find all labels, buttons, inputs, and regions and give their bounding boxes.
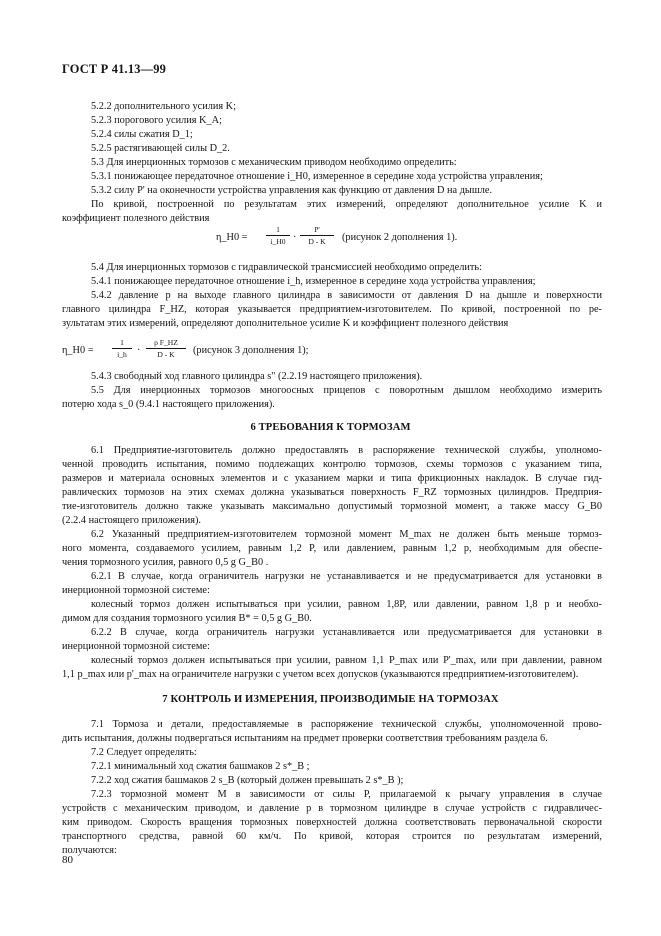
formula-dot: · [293,232,297,243]
text-line: коэффициент полезного действия [62,213,210,224]
text-line: 1,1 p_max или p'_max на ограничителе нагрузки с учетом всех допусков (указываются предприятием-изготовителем). [62,669,579,680]
text-line: получаются: [62,845,117,856]
text-line: 7.2.3 тормозной момент M в зависимости от силы P, прилагаемой к рычагу управления в случае [91,789,602,800]
text-line: равлических тормозов на этих схемах должна указываться поверхность F_RZ тормозных цилиндров. Предприя- [62,487,602,498]
formula-fraction [146,338,186,359]
text-line: инерционной тормозной системе: [62,641,210,652]
text-line: 5.2.5 растягивающей силы D_2. [91,143,230,154]
text-line: По кривой, построенной по результатам этих измерений, определяют дополнительное усилие K и [91,199,602,210]
text-line: размеров и материала основных элементов и с указанием марки и типа фрикционных накладок. В случае гид- [62,473,602,484]
fraction-numerator: 1 [266,225,290,236]
formula-lhs: η_H0 = [216,232,248,243]
text-line: 5.4.2 давление p на выходе главного цилиндра в зависимости от давления D на дышле и поверхности [91,290,602,301]
page-number: 80 [62,854,73,866]
text-line: 5.3.2 силу P' на оконечности устройства управления как функцию от давления D на дышле. [91,185,493,196]
fraction-denominator: D - K [308,237,326,246]
formula-fraction [300,225,334,246]
text-line: 7.1 Тормоза и детали, предоставляемые в распоряжение технической службы, уполномоченной прово- [91,719,602,730]
text-line: колесный тормоз должен испытываться при усилии, равном 1,1 P_max или P'_max, или при давлении, равном [91,655,602,666]
text-line: 6.2.2 В случае, когда ограничитель нагрузки устанавливается или предусматривается для установки в [91,627,602,638]
page-header: ГОСТ Р 41.13—99 [62,62,167,76]
formula-lhs: η_H0 = [62,345,94,356]
fraction-denominator: D - K [157,350,175,359]
text-line: 5.3 Для инерционных тормозов с механическим приводом необходимо определить: [91,157,457,168]
text-line: ким приводом. Скорость вращения тормозных поверхностей должна соответствовать первоначальной скорости [62,817,602,828]
formula-fraction [112,338,132,359]
text-line: 7.2 Следует определять: [91,747,197,758]
text-line: 5.3.1 понижающее передаточное отношение i_H0, измеренное в середине хода устройства управления; [91,171,543,182]
text-line: 6.2 Указанный предприятием-изготовителем тормозной момент M_max не должен быть меньше тормоз- [91,529,602,540]
text-line: 6.2.1 В случае, когда ограничитель нагрузки не устанавливается и не предусматривается для установки в [91,571,602,582]
fraction-denominator: i_H0 [270,237,286,246]
fraction-numerator: 1 [112,338,132,349]
formula-dot: · [137,345,141,356]
text-line: 5.4.1 понижающее передаточное отношение i_h, измеренное в середине хода устройства управления; [91,276,536,287]
text-line: устройств с механическим приводом, и давление p в тормозном цилиндре в случае устройств с гидравличес- [62,803,602,814]
section-heading-7: 7 КОНТРОЛЬ И ИЗМЕРЕНИЯ, ПРОИЗВОДИМЫЕ НА ТОРМОЗАХ [162,694,499,705]
text-line: 5.5 Для инерционных тормозов многоосных прицепов с поворотным дышлом необходимо измерить [91,385,602,396]
text-line: главного цилиндра F_HZ, которая указывается предприятием-изготовителем. По кривой, построенной по ре- [62,304,602,315]
text-line: чения тормозного усилия, равного 0,5 g G_B0 . [62,557,269,568]
text-line: 5.2.4 силы сжатия D_1; [91,129,193,140]
text-line: 7.2.1 минимальный ход сжатия башмаков 2 s*_B ; [91,761,310,772]
text-line: 5.2.2 дополнительного усилия K; [91,101,236,112]
text-line: потерю хода s_0 (9.4.1 настоящего приложения). [62,399,275,410]
text-line: 7.2.2 ход сжатия башмаков 2 s_B (который должен превышать 2 s*_B ); [91,775,404,786]
fraction-denominator: i_h [117,350,127,359]
text-line: ченной проводить испытания, помимо подлежащих контролю тормозов, схемы тормозов с указанием типа, [62,459,602,470]
text-line: 5.4.3 свободный ход главного цилиндра s" (2.2.19 настоящего приложения). [91,371,423,382]
text-line: инерционной тормозной системе: [62,585,210,596]
text-line: 5.4 Для инерционных тормозов с гидравлической трансмиссией необходимо определить: [91,262,482,273]
formula-fraction [266,225,290,246]
text-line: 6.1 Предприятие-изготовитель должно предоставлять в распоряжение технической службы, уполномо- [91,445,602,456]
formula-reference: (рисунок 3 дополнения 1); [193,345,309,356]
fraction-numerator: P' [300,225,334,236]
text-line: зультатам этих измерений, определяют дополнительное усилие K и коэффициент полезного действия [62,318,509,329]
fraction-numerator: p F_HZ [146,338,186,349]
formula-reference: (рисунок 2 дополнения 1). [342,232,458,243]
text-line: ного момента, создаваемого усилием, равным 1,2 P, или давлением, равным 1,2 p, необходимым для обеспе- [62,543,602,554]
text-line: (2.2.4 настоящего приложения). [62,515,201,526]
text-line: тие-изготовитель должно также указывать максимально допустимый тормозной момент, а также массу G_B0 [62,501,602,512]
text-line: транспортного средства, равной 60 км/ч. По кривой, которая строится по результатам измерений, [62,831,602,842]
text-line: димом для создания тормозного усилия B* = 0,5 g G_B0. [62,613,312,624]
text-line: дить испытания, должны подвергаться испытаниям на предмет проверки соответствия требованиям раздела 6. [62,733,548,744]
text-line: колесный тормоз должен испытываться при усилии, равном 1,8P, или давлении, равном 1,8 p и необхо- [91,599,602,610]
text-line: 5.2.3 порогового усилия K_A; [91,115,222,126]
section-heading-6: 6 ТРЕБОВАНИЯ К ТОРМОЗАМ [250,422,411,433]
